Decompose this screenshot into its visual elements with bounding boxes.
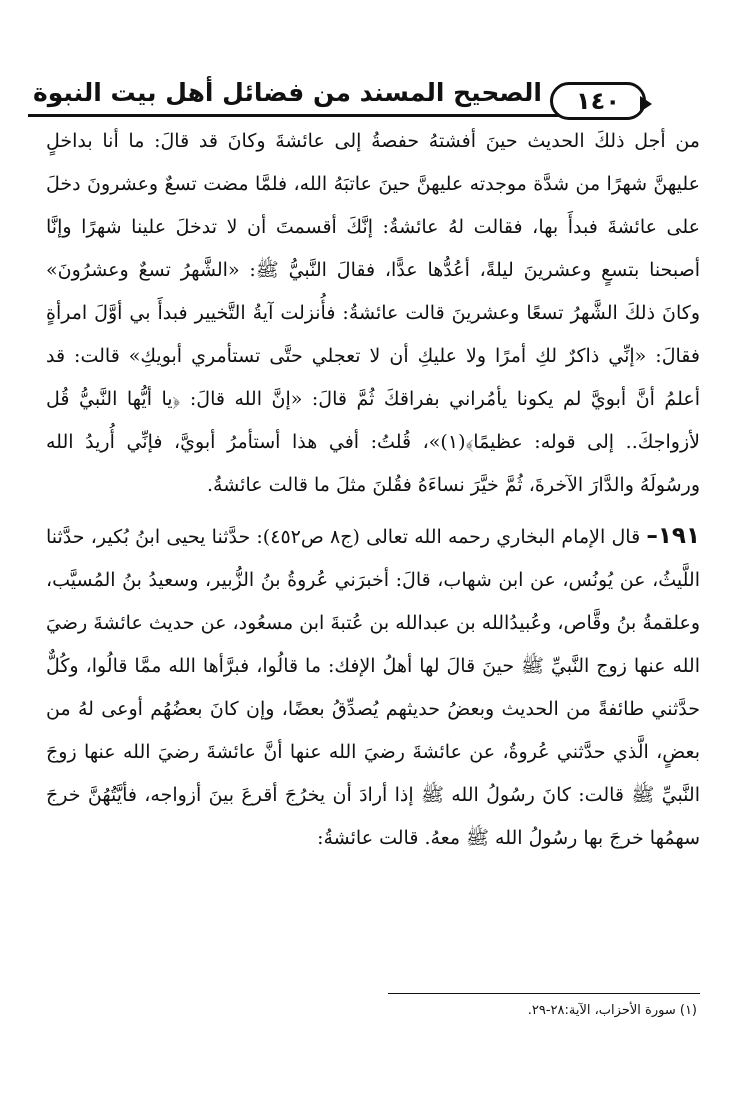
paragraph: من أجل ذلكَ الحديث حينَ أفشتهُ حفصةُ إلى عائشةَ وكانَ قد قالَ: ما أنا بداخلٍ عليهنَّ شهرًا من شدَّة موجدته عليهنَّ حينَ عاتبَهُ الله، فلمَّا مضت تسعٌ وعشرونَ دخلَ على عائشةَ فبدأَ بها، فقالت لهُ عائشةُ: إنَّكَ أقسمتَ أن لا تدخلَ علينا شهرًا وإنَّا أصبحنا بتسعٍ وعشرينَ ليلةً، أعُدُّها عدًّا، فقالَ النَّبيُّ ﷺ: «الشَّهرُ تسعٌ وعشرُونَ» وكانَ ذلكَ الشَّهرُ تسعًا وعشرينَ قالت عائشةُ: فأُنزلت آيةُ التَّخيير فبدأَ بي أوَّلَ امرأةٍ فقالَ: «إنِّي ذاكرٌ لكِ أمرًا ولا عليكِ أن لا تعجلي حتَّى تستأمري أبويكِ» قالت: قد أعلمُ أنَّ أبويَّ لم يكونا يأمُراني بفراقكَ ثُمَّ قالَ: «إنَّ الله قالَ: ﴿يا أيُّها النَّبيُّ قُل لأزواجكَ.. إلى قوله: عظيمًا﴾(١)»، قُلتُ: أفي هذا أستأمرُ أبويَّ، فإنِّي أُريدُ الله ورسُولَهُ والدَّارَ الآخرةَ، ثُمَّ خيَّرَ نساءَهُ فقُلنَ مثلَ ما قالت عائشةُ. — [46, 130, 700, 496]
footnote-divider — [388, 993, 700, 994]
hadith-number: ١٩١– — [646, 523, 700, 549]
hadith-paragraph — [46, 515, 700, 860]
page-header — [28, 68, 692, 122]
book-title: الصحيح المسند من فضائل أهل بيت النبوة — [33, 78, 542, 107]
footnote: (١) سورة الأحزاب، الآية:٢٨-٢٩. — [527, 1003, 697, 1018]
page-number-badge: ١٤٠ — [550, 82, 646, 120]
page-badge-pointer — [640, 96, 652, 112]
header-rule — [28, 114, 588, 117]
hadith-text: قال الإمام البخاري رحمه الله تعالى (ج٨ ص٤٥٢): حدَّثنا يحيى ابنُ بُكير، حدَّثنا اللَّيثُ، عن يُونُس، عن ابن شهاب، قالَ: أخبرَني عُروةُ بنُ الزُّبير، وسعيدُ بنُ المُسيَّب، وعلقمةُ بنُ وقَّاص، وعُبيدُالله بن عبدالله بن عُتبةَ ابن مسعُود، عن حديث عائشةَ رضيَ الله عنها زوج النَّبيِّ ﷺ حينَ قالَ لها أهلُ الإفك: ما قالُوا، فبرَّأها الله ممَّا قالُوا، وكُلٌّ حدَّثني طائفةً من الحديث وبعضُ حديثهم يُصدِّقُ بعضًا، وإن كانَ بعضُهُم أوعى لهُ من بعضٍ، الَّذي حدَّثني عُروةُ، عن عائشةَ رضيَ الله عنها أنَّ عائشةَ رضيَ الله عنها زوجَ النَّبيِّ ﷺ قالت: كانَ رسُولُ الله ﷺ إذا أرادَ أن يخرُجَ أقرعَ بينَ أزواجه، فأيَّتُهُنَّ خرجَ سهمُها خرجَ بها رسُولُ الله ﷺ معهُ. قالت عائشةُ: — [46, 526, 700, 849]
main-text — [46, 120, 700, 860]
